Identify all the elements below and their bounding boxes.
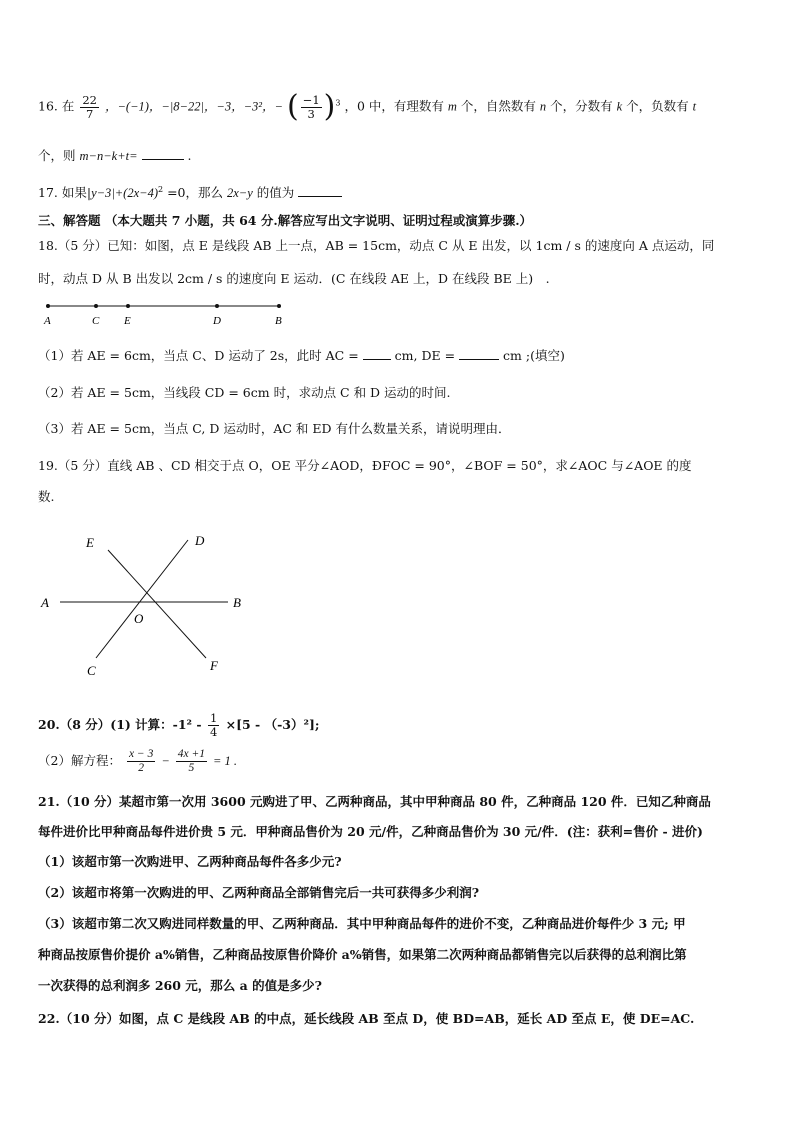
q18-line1: 18.（5 分）已知：如图，点 E 是线段 AB 上一点，AB = 15cm，动点 C 从 E 出发，以 1cm / s 的速度向 A 点运动，同 xyxy=(38,238,715,253)
q18-sub3: （3）若 AE = 5cm，当点 C, D 运动时，AC 和 ED 有什么数量关系，请说明理由． xyxy=(38,421,511,436)
q20-part1: 20.（8 分）(1) 计算：-1² - $\frac{1}{4}$ ×[5 - （-3）²]; xyxy=(38,711,320,739)
label-o: O xyxy=(134,611,144,626)
label-f: F xyxy=(210,658,218,673)
q21-sub3-line2: 种商品按原售价提价 a%销售，乙种商品按原售价降价 a%销售，如果第二次两种商品都销售完以后获得的总利润比第 xyxy=(38,947,687,962)
q21-sub1: （1）该超市第一次购进甲、乙两种商品每件各多少元? xyxy=(38,854,342,869)
ray-oe-of xyxy=(108,550,206,658)
answer-blank-de[interactable] xyxy=(459,347,499,360)
angle-diagram xyxy=(38,525,298,685)
label-a: A xyxy=(44,315,51,327)
q21-line1: 21.（10 分）某超市第一次用 3600 元购进了甲、乙两种商品，其中甲种商品 80 件，乙种商品 120 件．已知乙种商品 xyxy=(38,794,711,809)
label-e: E xyxy=(86,535,94,550)
q18-line2: 时，动点 D 从 B 出发以 2cm / s 的速度向 E 运动．(C 在线段 AE 上，D 在线段 BE 上) . xyxy=(38,271,550,286)
point-d xyxy=(215,304,219,308)
line-cd xyxy=(96,540,188,658)
point-b xyxy=(277,304,281,308)
label-b: B xyxy=(233,595,241,610)
q21-sub3-line3: 一次获得的总利润多 260 元，那么 a 的值是多少? xyxy=(38,978,322,993)
q21-sub3-line1: （3）该超市第二次又购进同样数量的甲、乙两种商品．其中甲种商品每件的进价不变，乙种商品进价每件少 3 元; 甲 xyxy=(38,916,686,931)
section-heading: 三、解答题 （本大题共 7 小题，共 64 分.解答应写出文字说明、证明过程或演算步骤.） xyxy=(38,213,533,228)
q18-sub2: （2）若 AE = 5cm，当线段 CD = 6cm 时，求动点 C 和 D 运动的时间. xyxy=(38,385,451,400)
label-c: C xyxy=(92,315,100,327)
q21-line2: 每件进价比甲种商品每件进价贵 5 元．甲种商品售价为 20 元/件，乙种商品售价为 30 元/件．(注：获利=售价 - 进价) xyxy=(38,824,703,839)
fraction-1-4: $\frac{1}{4}$ xyxy=(209,711,218,739)
point-e xyxy=(126,304,130,308)
fraction-4x-1-over-5: $\frac{4x +1}{5}$ xyxy=(177,748,205,774)
fraction-1-3: $\frac{-1}{3}$ xyxy=(302,92,320,121)
label-a: A xyxy=(41,595,49,610)
q19-line2: 数. xyxy=(38,489,55,504)
point-c xyxy=(94,304,98,308)
q17: 17. 如果$|y-3|+(2x-4)^2 =0$，那么 2x−y 的值为 xyxy=(38,181,342,202)
label-e: E xyxy=(124,315,131,327)
q20-part2: （2）解方程： $\frac{x - 3}{2}$ − $\frac{4x +1}{5}$ = 1 . xyxy=(38,748,238,774)
fraction-22-7: $\frac{22}{7}$ xyxy=(82,92,97,121)
q21-sub2: （2）该超市将第一次购进的甲、乙两种商品全部销售完后一共可获得多少利润? xyxy=(38,885,480,900)
fraction-x-3-over-2: $\frac{x - 3}{2}$ xyxy=(128,748,154,774)
answer-blank-ac[interactable] xyxy=(363,347,391,360)
point-a xyxy=(46,304,50,308)
q19-line1: 19.（5 分）直线 AB 、CD 相交于点 O，OE 平分∠AOD，ÐFOC = 90°，∠BOF = 50°，求∠AOC 与∠AOE 的度 xyxy=(38,458,692,473)
answer-blank[interactable] xyxy=(142,147,184,160)
label-d: D xyxy=(195,533,205,548)
q18-sub1: （1）若 AE = 6cm，当点 C、D 运动了 2s，此时 AC = cm, DE = cm ;(填空) xyxy=(38,348,565,363)
answer-blank[interactable] xyxy=(298,184,342,197)
q22-line1: 22.（10 分）如图，点 C 是线段 AB 的中点，延长线段 AB 至点 D，使 BD=AB，延长 AD 至点 E，使 DE=AC. xyxy=(38,1011,695,1026)
label-c: C xyxy=(87,663,96,678)
q16-line1: 16. 在 $\frac{22}{7}$ ，−(−1)，−|8−22|，−3，−3²，− ( $\frac{-1}{3}$ )$^3$ ，0 中，有理数有 m 个，自然数有 n 个，分数有 k 个，负数有 t xyxy=(38,89,697,124)
segment-diagram xyxy=(38,300,338,330)
label-d: D xyxy=(213,315,221,327)
q16-line2: 个，则 m−n−k+t= . xyxy=(38,148,192,163)
label-b: B xyxy=(275,315,282,327)
